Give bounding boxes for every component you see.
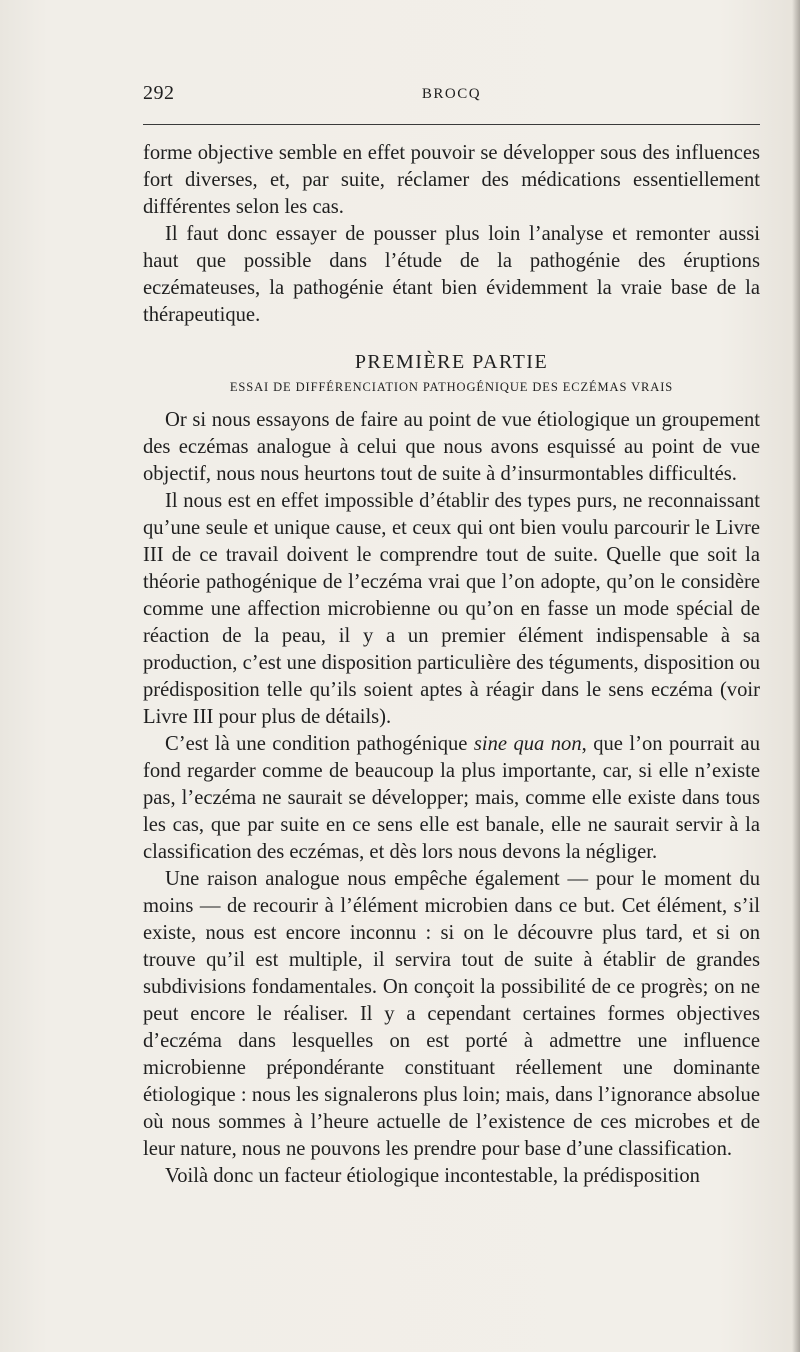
paragraph-last-line: Voilà donc un facteur étiologique incontestable, la prédisposition [165, 1165, 700, 1187]
page-edge-shadow [792, 0, 800, 1352]
paragraph: Il nous est en effet impossible d’établir des types purs, ne reconnaissant qu’une seule et unique cause, et ceux qui ont bien voulu parcourir le Livre III de ce travail doivent le comprendre tout de suite. Quelle que soit la théorie pathogénique de l’eczéma vrai que l’on adopte, qu’on le considère comme une affection microbienne ou qu’on en fasse un mode spécial de réaction de la peau, il y a un premier élément indispensable à sa production, c’est une disposition particulière des téguments, disposition ou prédisposition telle qu’ils soient aptes à réagir dans le sens eczéma (voir Livre III pour plus de détails). [143, 490, 760, 728]
italic-term: sine qua non [473, 733, 582, 755]
part-title: PREMIÈRE PARTIE [354, 351, 549, 373]
page-header [143, 82, 760, 110]
header-rule [143, 124, 760, 125]
paragraph: Or si nous essayons de faire au point de vue étiologique un groupement des eczémas analogue à celui que nous avons esquissé au point de vue objectif, nous nous heurtons tout de suite à d’insurmontables difficultés. [143, 409, 760, 485]
paragraph-continued: forme objective semble en effet pouvoir se développer sous des influences fort diverses, et, par suite, réclamer des médications essentiellement différentes selon les cas. [143, 142, 760, 218]
running-head: BROCQ [421, 86, 482, 102]
body-text [143, 140, 760, 1190]
paragraph: Une raison analogue nous empêche également — pour le moment du moins — de recourir à l’élément microbien dans ce but. Cet élément, s’il existe, nous est encore inconnu : si on le découvre plus tard, et si on trouve qu’il est multiple, il servira tout de suite à établir de grandes subdivisions fondamentales. On conçoit la possibilité de ce progrès; on ne peut encore le réaliser. Il y a cependant certaines formes objectives d’eczéma dans lesquelles on est porté à admettre une influence microbienne prépondérante constituant réellement une dominante étiologique : nous les signalerons plus loin; mais, dans l’ignorance absolue où nous sommes à l’heure actuelle de l’existence de ces microbes et de leur nature, nous ne pouvons les prendre pour base d’une classification. [143, 868, 760, 1160]
paragraph-sine-qua-non [143, 731, 760, 866]
part-subtitle: ESSAI DE DIFFÉRENCIATION PATHOGÉNIQUE DES ECZÉMAS VRAIS [229, 380, 674, 394]
text-run: , que l’on pourrait au fond regarder comme de beaucoup la plus importante, car, si elle n’existe pas, l’eczéma ne saurait se développer; mais, comme elle existe dans tous les cas, que par suite en ce sens elle est banale, elle ne saurait servir à la classification des eczémas, et dès lors nous devons la négliger. [143, 733, 760, 863]
page-number: 292 [143, 82, 175, 104]
paragraph: Il faut donc essayer de pousser plus loin l’analyse et remonter aussi haut que possible dans l’étude de la pathogénie des éruptions eczémateuses, la pathogénie étant bien évidemment la vraie base de la thérapeutique. [143, 223, 760, 326]
text-run: C’est là une condition pathogénique [165, 733, 474, 755]
